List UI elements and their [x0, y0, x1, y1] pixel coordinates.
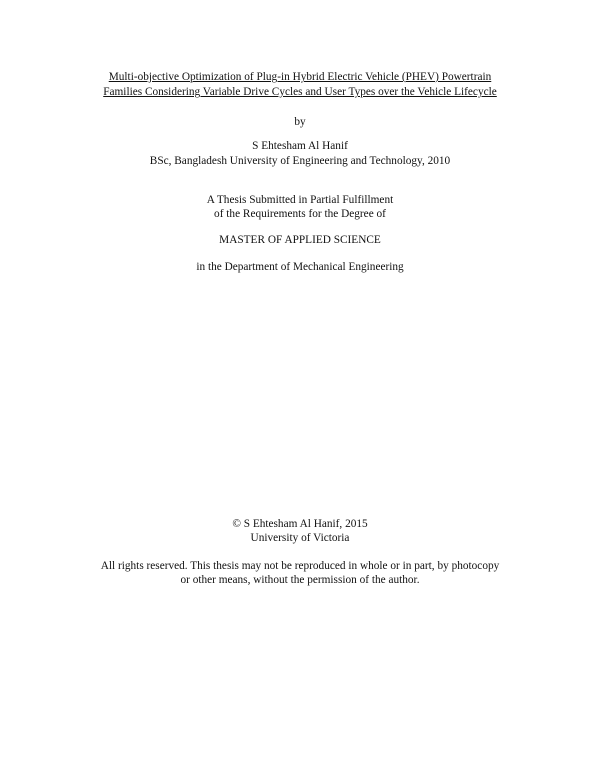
rights-statement-line-1: All rights reserved. This thesis may not be reproduced in whole or in part, by photocopy	[100, 560, 500, 572]
degree-name: MASTER OF APPLIED SCIENCE	[219, 234, 381, 246]
copyright-notice: © S Ehtesham Al Hanif, 2015	[232, 518, 368, 530]
submission-statement-line-1: A Thesis Submitted in Partial Fulfillment	[206, 194, 394, 206]
thesis-title-line-2: Families Considering Variable Drive Cycles and User Types over the Vehicle Lifecycle	[103, 86, 497, 98]
author-name: S Ehtesham Al Hanif	[252, 140, 348, 152]
rights-statement-line-2: or other means, without the permission of the author.	[180, 574, 420, 586]
thesis-title-line-1: Multi-objective Optimization of Plug-in Hybrid Electric Vehicle (PHEV) Powertrain	[108, 71, 492, 83]
author-prior-degree: BSc, Bangladesh University of Engineering and Technology, 2010	[149, 155, 451, 167]
submission-statement-line-2: of the Requirements for the Degree of	[214, 208, 386, 220]
department: in the Department of Mechanical Engineering	[196, 261, 404, 273]
by-label: by	[294, 116, 306, 128]
university-name: University of Victoria	[250, 532, 350, 544]
